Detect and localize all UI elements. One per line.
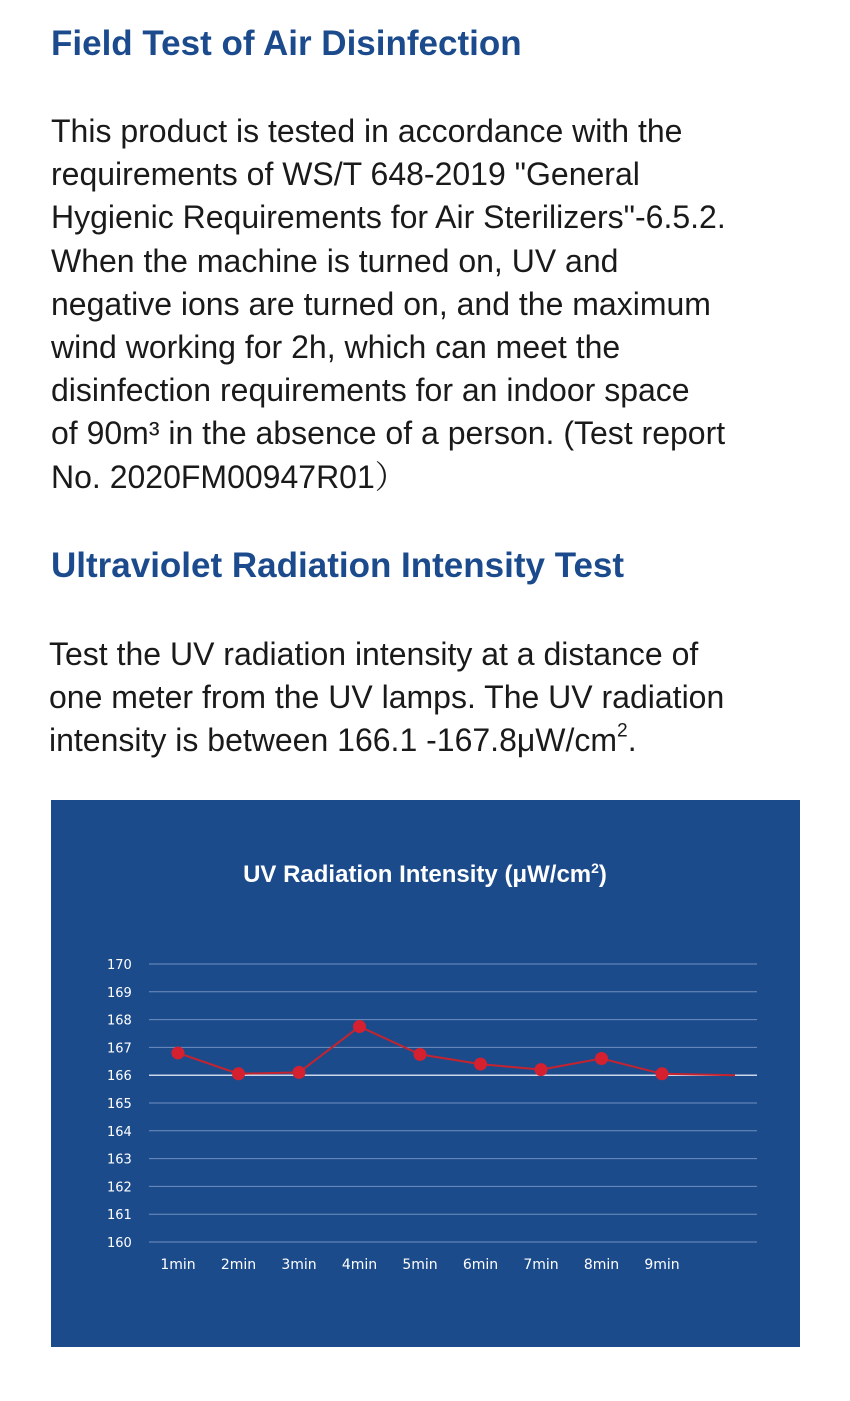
y-tick-label: 164: [107, 1124, 132, 1140]
series-line: [178, 1027, 735, 1076]
data-point: [172, 1046, 185, 1059]
paragraph-line: [49, 719, 724, 762]
y-tick-label: 168: [107, 1013, 132, 1029]
intensity-range-text: intensity is between 166.1 -167.8μW/cm: [49, 722, 618, 759]
sentence-end: .: [627, 722, 637, 759]
x-tick-label: 1min: [160, 1257, 196, 1273]
paragraph-line: disinfection requirements for an indoor space: [51, 372, 690, 409]
chart-title-end: ): [598, 861, 607, 888]
paragraph-line: of 90m³ in the absence of a person. (Test report: [51, 415, 726, 452]
x-tick-label: 6min: [462, 1257, 499, 1273]
paragraph-line: No. 2020FM00947R01）: [51, 458, 407, 495]
x-axis-ticks: [160, 1257, 679, 1273]
data-point: [474, 1058, 487, 1071]
x-tick-label: 7min: [523, 1257, 559, 1273]
data-point: [595, 1052, 608, 1065]
unit-superscript: 2: [617, 721, 628, 743]
y-axis-ticks: [107, 958, 132, 1251]
paragraph-line: one meter from the UV lamps. The UV radiation: [49, 679, 725, 716]
y-tick-label: 162: [107, 1180, 132, 1196]
data-point: [656, 1067, 669, 1080]
section-heading-field-test: Field Test of Air Disinfection: [51, 24, 522, 63]
y-tick-label: 166: [107, 1069, 132, 1085]
uv-line-chart: [51, 800, 800, 1347]
x-tick-label: 9min: [644, 1257, 680, 1273]
paragraph-line: This product is tested in accordance with the: [51, 113, 683, 149]
x-tick-label: 8min: [583, 1257, 620, 1273]
y-tick-label: 169: [107, 985, 132, 1001]
paragraph-line: Test the UV radiation intensity at a distance of: [49, 636, 699, 672]
x-tick-label: 4min: [341, 1257, 378, 1273]
paragraph-line: Hygienic Requirements for Air Sterilizers"-6.5.2.: [51, 199, 726, 236]
uv-test-description: [49, 633, 724, 763]
y-tick-label: 163: [107, 1152, 132, 1168]
y-tick-label: 170: [107, 958, 132, 973]
chart-title-text: UV Radiation Intensity (μW/cm: [243, 861, 592, 888]
chart-series: [172, 1020, 736, 1080]
paragraph-line: requirements of WS/T 648-2019 "General: [51, 156, 640, 193]
y-tick-label: 161: [107, 1208, 132, 1224]
y-tick-label: 165: [107, 1097, 132, 1112]
paragraph-line: negative ions are turned on, and the maximum: [51, 285, 711, 322]
section-heading-uv-test: Ultraviolet Radiation Intensity Test: [51, 546, 625, 585]
data-point: [232, 1067, 245, 1080]
data-point: [353, 1020, 366, 1033]
y-tick-label: 160: [107, 1236, 132, 1251]
x-tick-label: 5min: [402, 1257, 438, 1273]
chart-gridlines: [149, 964, 757, 1242]
data-point: [414, 1048, 427, 1061]
y-tick-label: 167: [107, 1041, 132, 1057]
data-point: [535, 1063, 548, 1076]
data-point: [293, 1066, 306, 1079]
x-tick-label: 2min: [220, 1257, 257, 1273]
paragraph-line: When the machine is turned on, UV and: [51, 242, 619, 279]
uv-chart-panel: [51, 800, 800, 1347]
chart-title-superscript: 2: [591, 860, 599, 876]
chart-title: [243, 860, 607, 888]
x-tick-label: 3min: [281, 1257, 317, 1273]
paragraph-line: wind working for 2h, which can meet the: [51, 329, 621, 366]
field-test-description: [51, 110, 726, 499]
